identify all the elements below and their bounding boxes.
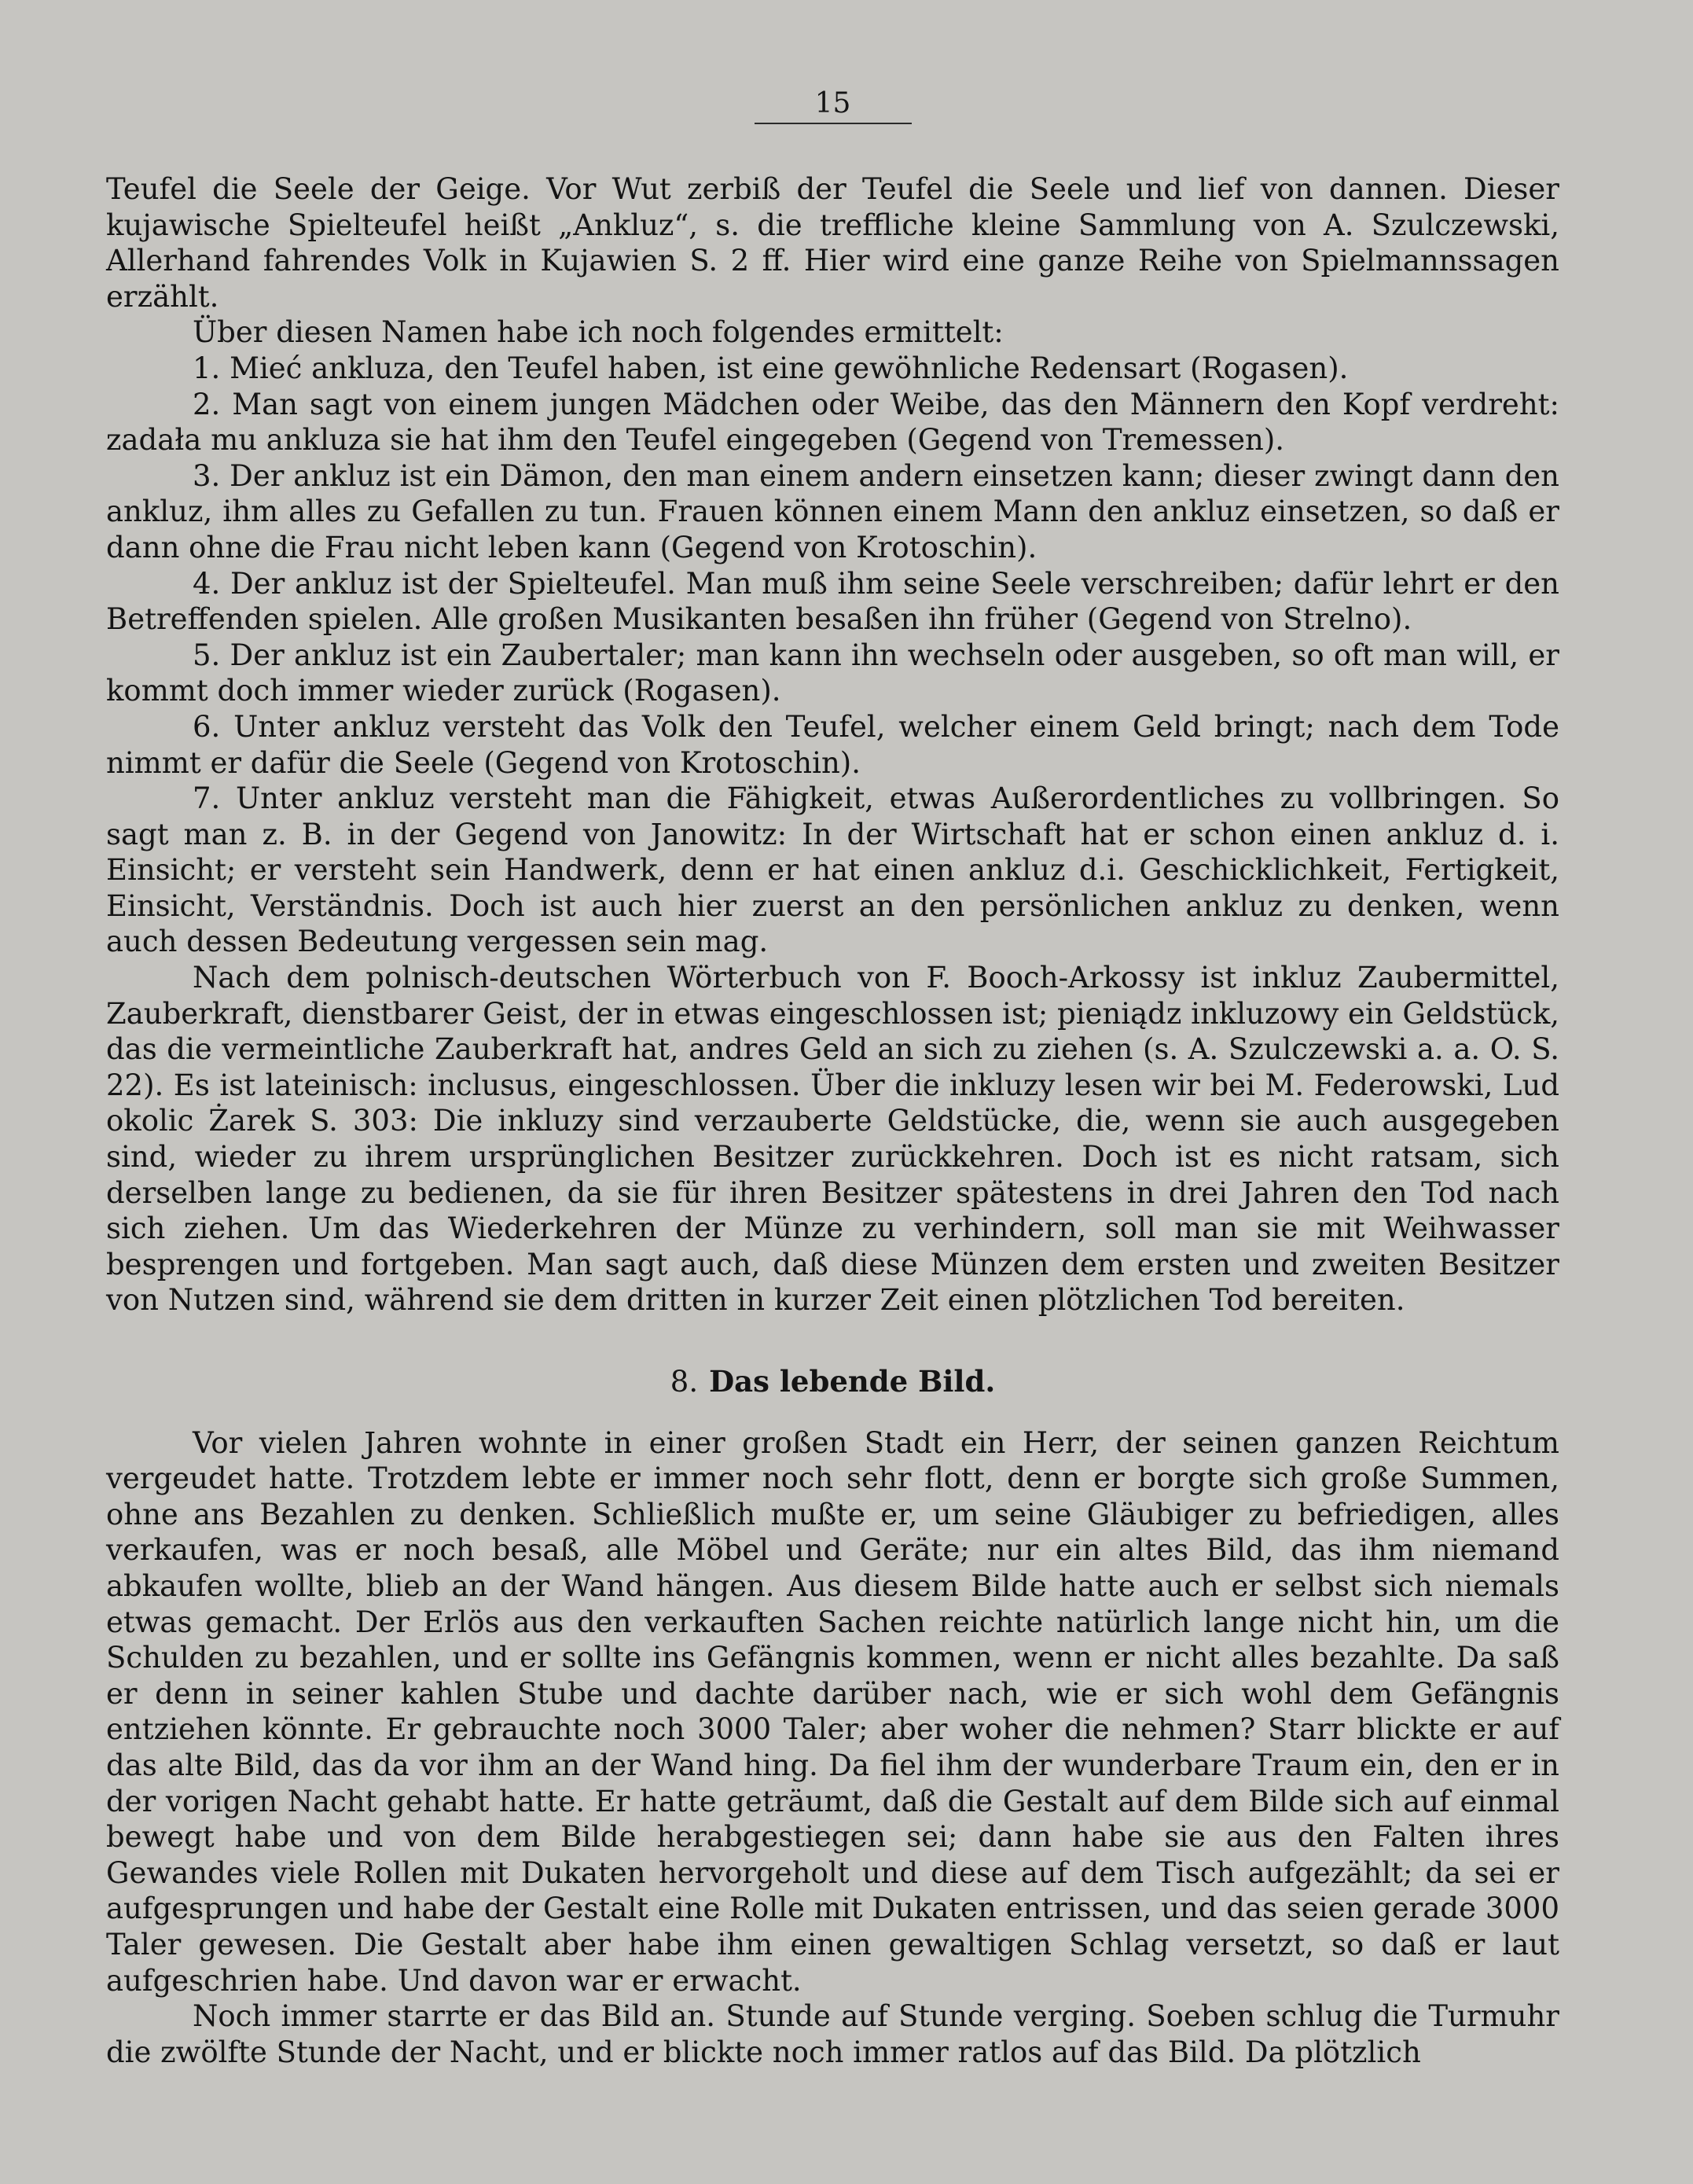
list-item-3: 3. Der ankluz ist ein Dämon, den man einem andern einsetzen kann; dieser zwingt dann den ankluz, ihm alles zu Gefallen zu tun. Frauen können einem Mann den ankluz einsetzen, so daß er dann ohne die Frau nicht leben kann (Gegend von Krotoschin). <box>106 458 1559 564</box>
story-paragraph-1: Vor vielen Jahren wohnte in einer großen Stadt ein Herr, der seinen ganzen Reichtum vergeudet hatte. Trotzdem lebte er immer noch sehr flott, denn er borgte sich große Summen, ohne ans Bezahlen zu denken. Schließlich mußte er, um seine Gläubiger zu befriedigen, alles verkaufen, was er noch besaß, alle Möbel und Geräte; nur ein altes Bild, das ihm niemand abkaufen wollte, blieb an der Wand hängen. Aus diesem Bilde hatte auch er selbst sich niemals etwas gemacht. Der Erlös aus den verkauften Sachen reichte natürlich lange nicht hin, um die Schulden zu bezahlen, und er sollte ins Gefängnis kommen, wenn er nicht alles bezahlte. Da saß er denn in seiner kahlen Stube und dachte darüber nach, wie er sich wohl dem Gefängnis entziehen könnte. Er gebrauchte noch 3000 Taler; aber woher die nehmen? Starr blickte er auf das alte Bild, das da vor ihm an der Wand hing. Da fiel ihm der wunderbare Traum ein, den er in der vorigen Nacht gehabt hatte. Er hatte geträumt, daß die Gestalt auf dem Bilde sich auf einmal bewegt habe und von dem Bilde herabgestiegen sei; dann habe sie aus den Falten ihres Gewandes viele Rollen mit Dukaten hervorgeholt und diese auf dem Tisch aufgezählt; da sei er aufgesprungen und habe der Gestalt eine Rolle mit Dukaten entrissen, und das seien gerade 3000 Taler gewesen. Die Gestalt aber habe ihm einen gewaltigen Schlag versetzt, so daß er laut aufgeschrien habe. Und davon war er erwacht. <box>106 1425 1559 1998</box>
section-number: 8. <box>670 1365 699 1399</box>
paragraph-teufel-geige: Teufel die Seele der Geige. Vor Wut zerbiß der Teufel die Seele und lief von dannen. Dieser kujawische Spielteufel heißt „Ankluz“, s. die treffliche kleine Sammlung von A. Szulczewski, Allerhand fahrendes Volk in Kujawien S. 2 ff. Hier wird eine ganze Reihe von Spielmannssagen erzählt. <box>106 172 1559 314</box>
list-item-4: 4. Der ankluz ist der Spielteufel. Man muß ihm seine Seele verschreiben; dafür lehrt er den Betreffenden spielen. Alle großen Musikanten besaßen ihn früher (Gegend von Strelno). <box>106 566 1559 637</box>
list-item-5: 5. Der ankluz ist ein Zaubertaler; man kann ihn wechseln oder ausgeben, so oft man will, er kommt doch immer wieder zurück (Rogasen). <box>106 638 1559 708</box>
list-item-2: 2. Man sagt von einem jungen Mädchen oder Weibe, das den Männern den Kopf verdreht: zadała mu ankluza sie hat ihm den Teufel eingegeben (Gegend von Tremessen). <box>106 387 1559 458</box>
section-heading <box>106 1364 1559 1400</box>
paragraph-woerterbuch: Nach dem polnisch-deutschen Wörterbuch von F. Booch-Arkossy ist inkluz Zaubermittel, Zauberkraft, dienstbarer Geist, der in etwas eingeschlossen ist; pieniądz inkluzowy ein Geldstück, das die vermeintliche Zauberkraft hat, andres Geld an sich zu ziehen (s. A. Szulczewski a. a. O. S. 22). Es ist lateinisch: inclusus, eingeschlossen. Über die inkluzy lesen wir bei M. Federowski, Lud okolic Żarek S. 303: Die inkluzy sind verzauberte Geldstücke, die, wenn sie auch ausgegeben sind, wieder zu ihrem ursprünglichen Besitzer zurückkehren. Doch ist es nicht ratsam, sich derselben lange zu bedienen, da sie für ihren Besitzer spätestens in drei Jahren den Tod nach sich ziehen. Um das Wiederkehren der Münze zu verhindern, soll man sie mit Weihwasser besprengen und fortgeben. Man sagt auch, daß diese Münzen dem ersten und zweiten Besitzer von Nutzen sind, während sie dem dritten in kurzer Zeit einen plötzlichen Tod bereiten. <box>106 961 1559 1318</box>
page-number: 15 <box>814 87 851 119</box>
paragraph-namen-intro: Über diesen Namen habe ich noch folgendes ermittelt: <box>193 315 1004 350</box>
page-number-rule <box>755 123 912 124</box>
section-title: Das lebende Bild. <box>709 1364 996 1399</box>
list-item-1: 1. Mieć ankluza, den Teufel haben, ist eine gewöhnliche Redensart (Rogasen). <box>193 351 1349 385</box>
story-paragraph-2: Noch immer starrte er das Bild an. Stunde auf Stunde verging. Soeben schlug die Turmuhr die zwölfte Stunde der Nacht, und er blickte noch immer ratlos auf das Bild. Da plötzlich <box>106 1999 1559 2069</box>
list-item-7: 7. Unter ankluz versteht man die Fähigkeit, etwas Außerordentliches zu vollbringen. So sagt man z. B. in der Gegend von Janowitz: In der Wirtschaft hat er schon einen ankluz d. i. Einsicht; er versteht sein Handwerk, denn er hat einen ankluz d.i. Geschicklichkeit, Fertigkeit, Einsicht, Verständnis. Doch ist auch hier zuerst an den persönlichen ankluz zu denken, wenn auch dessen Bedeutung vergessen sein mag. <box>106 781 1559 959</box>
list-item-6: 6. Unter ankluz versteht das Volk den Teufel, welcher einem Geld bringt; nach dem Tode nimmt er dafür die Seele (Gegend von Krotoschin). <box>106 709 1559 780</box>
